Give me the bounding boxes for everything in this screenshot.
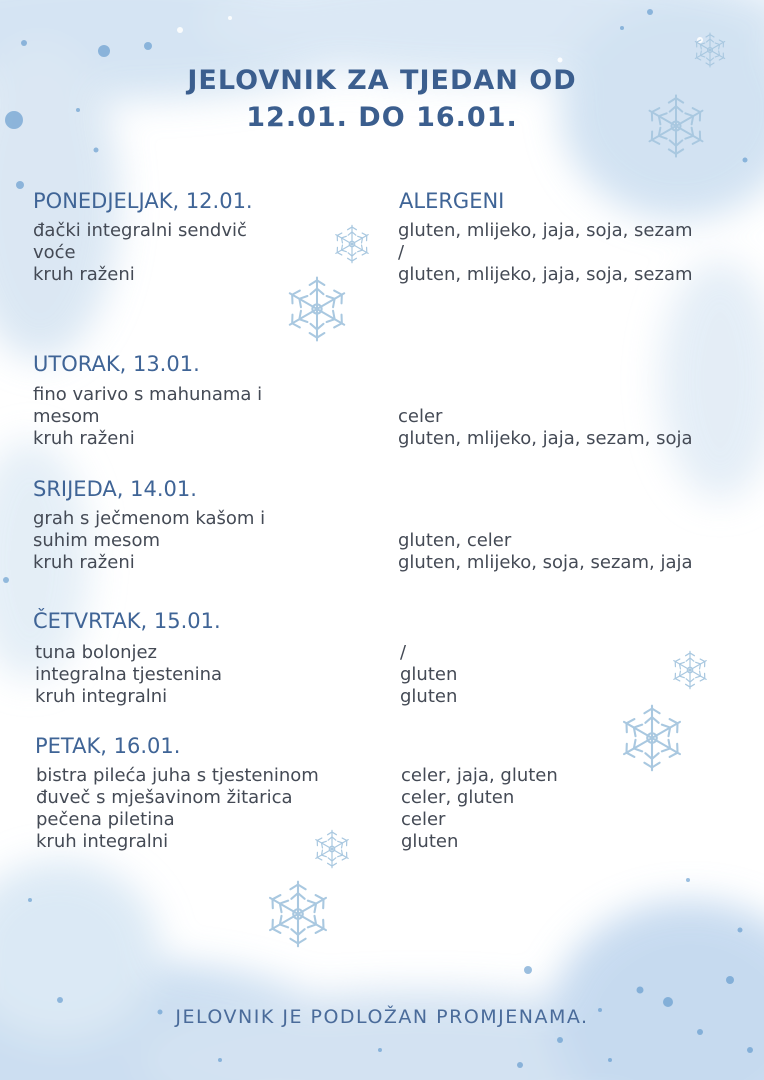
dish: grah s ječmenom kašom i xyxy=(33,508,266,529)
allergens: celer, gluten xyxy=(401,787,515,808)
allergens: / xyxy=(400,642,407,663)
dish: suhim mesom xyxy=(33,530,160,551)
allergens: / xyxy=(398,242,405,263)
allergens: gluten xyxy=(400,686,458,707)
day-heading-thursday: ČETVRTAK, 15.01. xyxy=(33,609,221,633)
day-heading-monday: PONEDJELJAK, 12.01. xyxy=(33,189,253,213)
allergens: celer xyxy=(401,809,446,830)
allergens: gluten, mlijeko, jaja, soja, sezam xyxy=(398,264,693,285)
dish: fino varivo s mahunama i xyxy=(33,384,263,405)
allergens: gluten xyxy=(401,831,459,852)
dish: integralna tjestenina xyxy=(35,664,223,685)
page-title-line-2: 12.01. DO 16.01. xyxy=(246,102,518,133)
dish: kruh raženi xyxy=(33,428,135,449)
dish: kruh integralni xyxy=(35,686,168,707)
dish: kruh raženi xyxy=(33,552,135,573)
allergens: celer, jaja, gluten xyxy=(401,765,558,786)
allergens: gluten, mlijeko, jaja, soja, sezam xyxy=(398,220,693,241)
dish: đuveč s mješavinom žitarica xyxy=(36,787,293,808)
dish: tuna bolonjez xyxy=(35,642,158,663)
footer-note: JELOVNIK JE PODLOŽAN PROMJENAMA. xyxy=(175,1006,589,1028)
dish: đački integralni sendvič xyxy=(33,220,247,241)
allergens: gluten, mlijeko, soja, sezam, jaja xyxy=(398,552,693,573)
day-heading-friday: PETAK, 16.01. xyxy=(35,734,181,758)
dish: pečena piletina xyxy=(36,809,175,830)
dish: mesom xyxy=(33,406,100,427)
allergens: gluten, mlijeko, jaja, sezam, soja xyxy=(398,428,693,449)
allergens-header: ALERGENI xyxy=(399,189,505,213)
page-title-line-1: JELOVNIK ZA TJEDAN OD xyxy=(187,65,577,96)
day-heading-wednesday: SRIJEDA, 14.01. xyxy=(33,477,197,501)
allergens: gluten, celer xyxy=(398,530,512,551)
day-heading-tuesday: UTORAK, 13.01. xyxy=(33,352,200,376)
allergens: celer xyxy=(398,406,443,427)
dish: bistra pileća juha s tjesteninom xyxy=(36,765,319,786)
dish: kruh integralni xyxy=(36,831,169,852)
allergens: gluten xyxy=(400,664,458,685)
dish: kruh raženi xyxy=(33,264,135,285)
dish: voće xyxy=(33,242,76,263)
